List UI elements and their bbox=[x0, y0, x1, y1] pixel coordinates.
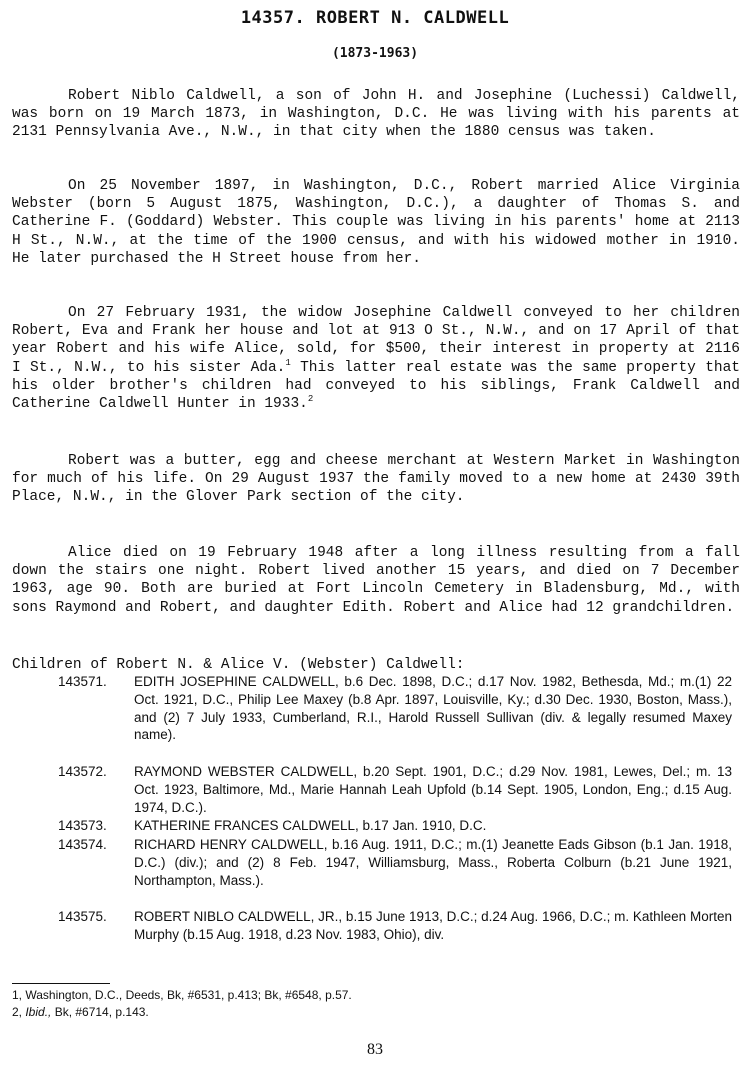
child-entry bbox=[58, 817, 732, 835]
child-entry bbox=[58, 908, 732, 944]
page-title: 14357. ROBERT N. CALDWELL bbox=[240, 8, 510, 28]
footnote-ref-1: 1 bbox=[285, 357, 291, 368]
child-text: KATHERINE FRANCES CALDWELL, b.17 Jan. 1910, D.C. bbox=[134, 818, 487, 833]
child-text: ROBERT NIBLO CALDWELL, JR., b.15 June 1913, D.C.; d.24 Aug. 1966, D.C.; m. Kathleen Morten Murphy (b.15 Aug. 1918, d.23 Nov. 1983, Ohio), div. bbox=[134, 909, 732, 942]
life-dates: (1873-1963) bbox=[331, 46, 419, 61]
children-heading: Children of Robert N. & Alice V. (Webster) Caldwell: bbox=[12, 657, 465, 673]
footnote-2 bbox=[12, 1005, 149, 1020]
child-text: RAYMOND WEBSTER CALDWELL, b.20 Sept. 1901, D.C.; d.29 Nov. 1981, Lewes, Del.; m. 13 Oct. 1923, Baltimore, Md., Marie Hannah Leah Upfold (b.14 Sept. 1905, London, Eng.; d.15 Aug. 1974, D.C.). bbox=[134, 764, 732, 815]
footnote-2-ibid: Ibid., bbox=[25, 1005, 52, 1019]
paragraph-occupation: Robert was a butter, egg and cheese merchant at Western Market in Washington for much of his life. On 29 August 1937 the family moved to a new home at 2430 39th Place, N.W., in the Glover Park section of the city. bbox=[12, 453, 740, 506]
child-entry bbox=[58, 836, 732, 889]
child-number: 143575. bbox=[58, 909, 107, 924]
child-text: RICHARD HENRY CALDWELL, b.16 Aug. 1911, D.C.; m.(1) Jeanette Eads Gibson (b.1 Jan. 1918, D.C.) (div.); and (2) 8 Feb. 1947, Williamsburg, Mass., Roberta Colburn (b.21 June 1921, Northampton, Mass.). bbox=[134, 837, 732, 888]
page-number: 83 bbox=[367, 1041, 383, 1058]
paragraph-property-continuation: This latter real estate was the same property that his older brother's children had conveyed to his siblings, Frank Caldwell and Catherine Caldwell Hunter in 1933. bbox=[12, 359, 740, 413]
paragraph-property bbox=[12, 304, 740, 413]
footnote-1: 1, Washington, D.C., Deeds, Bk, #6531, p.413; Bk, #6548, p.57. bbox=[12, 988, 352, 1002]
footnote-2-text: Bk, #6714, p.143. bbox=[51, 1005, 149, 1019]
child-entry bbox=[58, 673, 732, 744]
paragraph-property-text: On 27 February 1931, the widow Josephine Caldwell conveyed to her children Robert, Eva and Frank her house and lot at 913 O St., N.W., and on 17 April of that year Robert and his wife Alice, sold, for $500, their interest in property at 2116 I St., N.W., to his sister Ada. bbox=[12, 305, 740, 376]
child-text: EDITH JOSEPHINE CALDWELL, b.6 Dec. 1898, D.C.; d.17 Nov. 1982, Bethesda, Md.; m.(1) 22 Oct. 1921, D.C., Philip Lee Maxey (b.8 Apr. 1897, Louisville, Ky.; d.30 Dec. 1930, Boston, Mass.), and (2) 7 July 1933, Cumberland, R.I., Harold Russell Sullivan (div. & legally resumed Maxey name). bbox=[134, 674, 732, 743]
child-entry bbox=[58, 763, 732, 816]
child-number: 143574. bbox=[58, 837, 107, 852]
paragraph-marriage: On 25 November 1897, in Washington, D.C., Robert married Alice Virginia Webster (born 5 August 1875, Washington, D.C.), a daughter of Thomas S. and Catherine F. (Goddard) Webster. This couple was living in his parents' home at 2113 H St., N.W., at the time of the 1900 census, and with his widowed mother in 1910. He later purchased the H Street house from her. bbox=[12, 178, 740, 267]
footnote-divider bbox=[12, 983, 110, 984]
footnote-ref-2: 2 bbox=[307, 394, 314, 405]
child-number: 143573. bbox=[58, 818, 107, 833]
paragraph-death: Alice died on 19 February 1948 after a long illness resulting from a fall down the stairs one night. Robert lived another 15 years, and died on 7 December 1963, age 90. Both are buried at Fort Lincoln Cemetery in Bladensburg, Md., with sons Raymond and Robert, and daughter Edith. Robert and Alice had 12 grandchildren. bbox=[12, 545, 740, 616]
footnote-2-number: 2, bbox=[12, 1005, 26, 1019]
child-number: 143571. bbox=[58, 674, 107, 689]
child-number: 143572. bbox=[58, 764, 107, 779]
paragraph-birth: Robert Niblo Caldwell, a son of John H. and Josephine (Luchessi) Caldwell, was born on 19 March 1873, in Washington, D.C. He was living with his parents at 2131 Pennsylvania Ave., N.W., in that city when the 1880 census was taken. bbox=[12, 88, 740, 141]
